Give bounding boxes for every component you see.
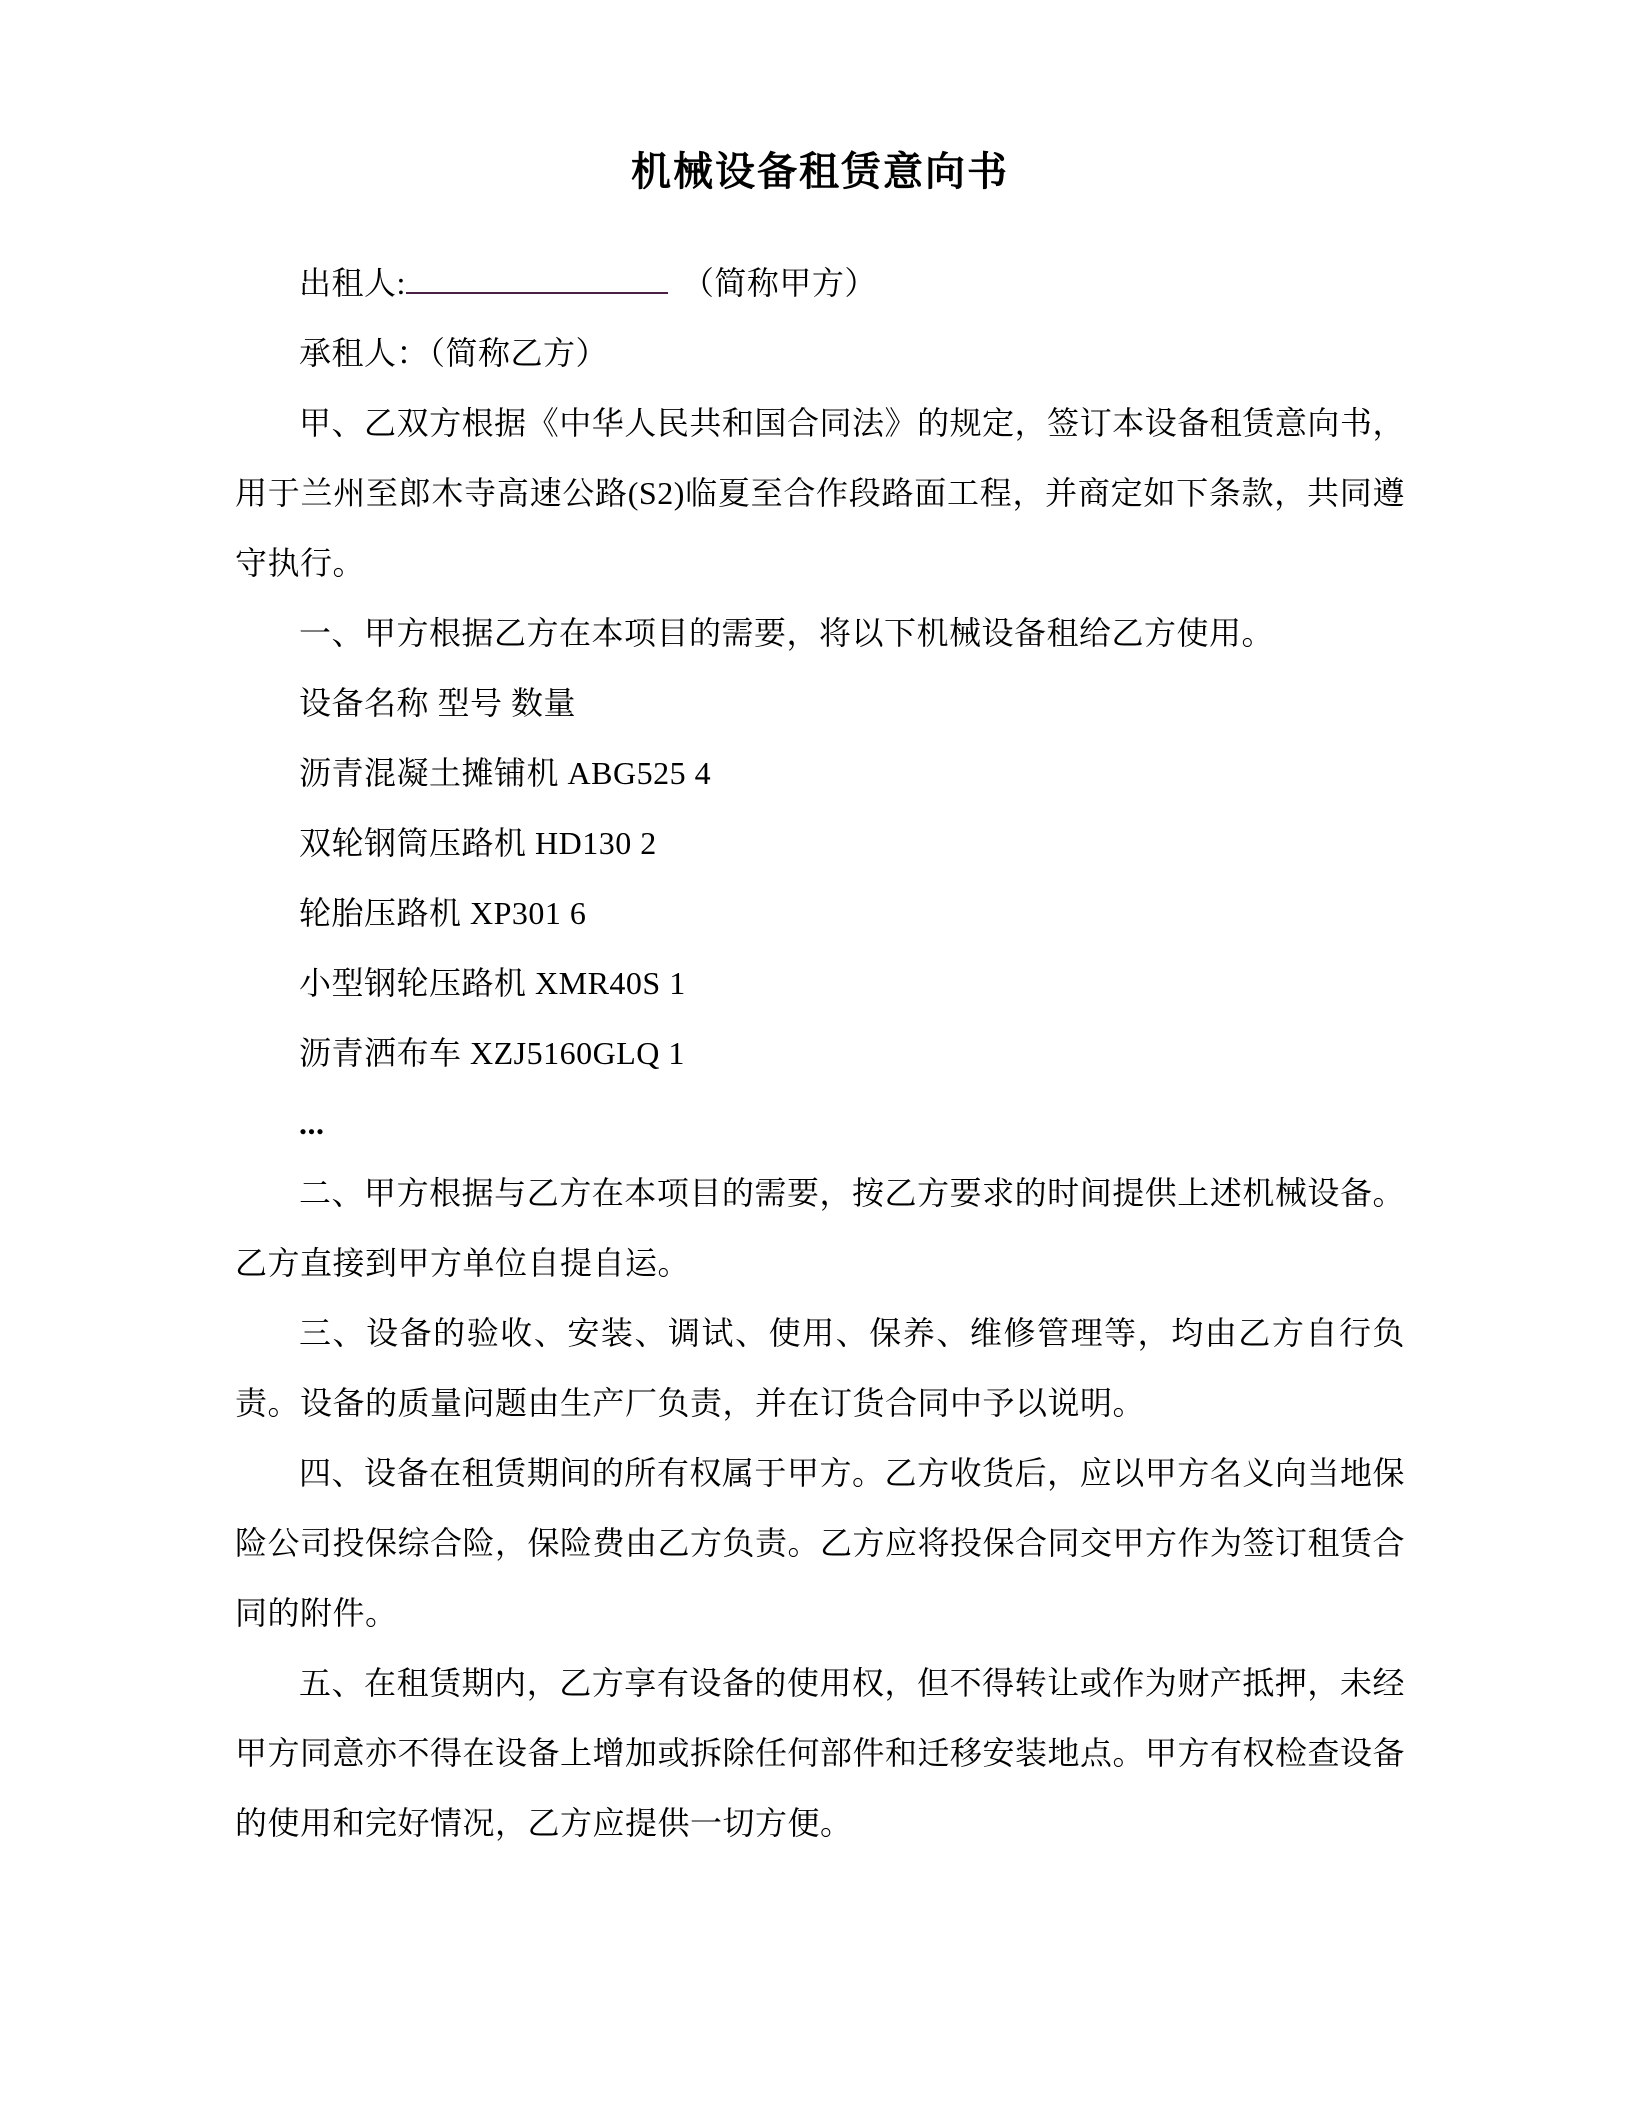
lessor-label: 出租人: (299, 265, 406, 301)
clause-1: 一、甲方根据乙方在本项目的需要，将以下机械设备租给乙方使用。 (299, 615, 1275, 651)
equipment-row: 沥青混凝土摊铺机 ABG525 4 (299, 755, 712, 791)
equipment-row: 小型钢轮压路机 XMR40S 1 (299, 965, 686, 1001)
document-title: 机械设备租赁意向书 (631, 149, 1009, 194)
clause-2: 二、甲方根据与乙方在本项目的需要，按乙方要求的时间提供上述机械设备。乙方直接到甲方单位自提自运。 (235, 1175, 1405, 1281)
document-body (235, 248, 1405, 1858)
intro-paragraph: 甲、乙双方根据《中华人民共和国合同法》的规定，签订本设备租赁意向书，用于兰州至郎木寺高速公路(S2)临夏至合作段路面工程，并商定如下条款，共同遵守执行。 (235, 405, 1405, 581)
clause-3: 三、设备的验收、安装、调试、使用、保养、维修管理等，均由乙方自行负责。设备的质量问题由生产厂负责，并在订货合同中予以说明。 (235, 1315, 1405, 1421)
lessor-suffix: （简称甲方） (681, 265, 877, 301)
lessee-line: 承租人：（简称乙方） (299, 335, 609, 371)
equipment-row: 沥青洒布车 XZJ5160GLQ 1 (299, 1035, 685, 1071)
clause-4: 四、设备在租赁期间的所有权属于甲方。乙方收货后，应以甲方名义向当地保险公司投保综合险，保险费由乙方负责。乙方应将投保合同交甲方作为签订租赁合同的附件。 (235, 1455, 1406, 1631)
equipment-row: 双轮钢筒压路机 HD130 2 (299, 825, 657, 861)
lessor-line (235, 248, 1405, 318)
equipment-ellipsis-row: ... (299, 1105, 325, 1141)
lessor-blank-underline (406, 260, 668, 294)
equipment-row: 轮胎压路机 XP301 6 (299, 895, 587, 931)
clause-5: 五、在租赁期内，乙方享有设备的使用权，但不得转让或作为财产抵押，未经甲方同意亦不得在设备上增加或拆除任何部件和迁移安装地点。甲方有权检查设备的使用和完好情况，乙方应提供一切方便。 (235, 1665, 1406, 1841)
equipment-table-header: 设备名称 型号 数量 (299, 685, 577, 721)
